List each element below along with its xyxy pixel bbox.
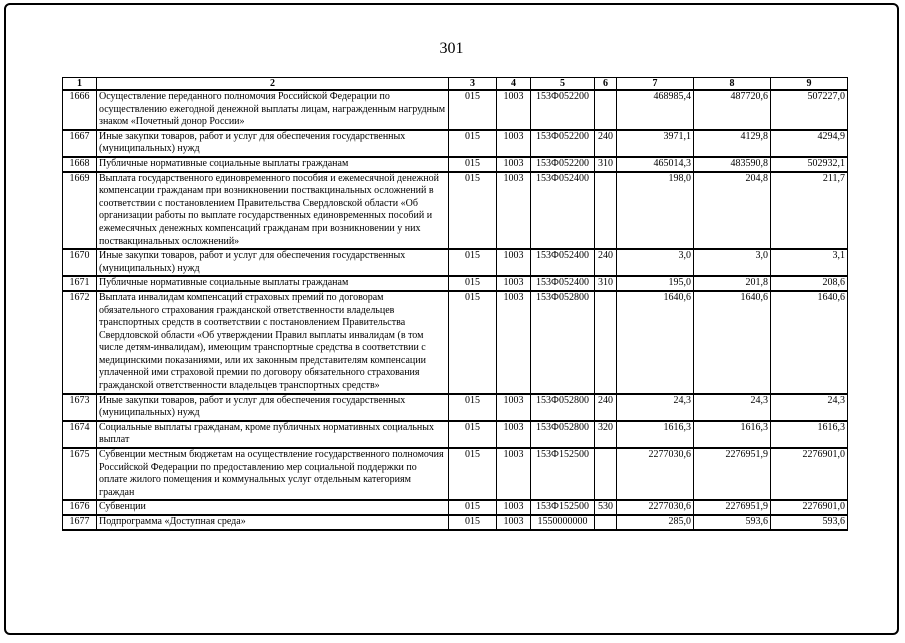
target-article-cell: 1550000000 (531, 515, 595, 530)
table-row (63, 500, 848, 515)
row-number: 1673 (63, 394, 97, 421)
row-name: Выплата инвалидам компенсаций страховых премий по договорам обязательного страхования гражданской ответственности владельцев транспортных средств в соответствии с постановлением Правительства Свердловской области «Об утверждении Правил выплаты инвалидам (в том числе детям-инвалидам), имеющим транспортные средства в соответствии с медицинскими показаниями, или их законным представителям компенсации уплаченной ими страховой премии по договору обязательного страхования гражданской ответственности владельцев транспортных средств» (97, 291, 449, 394)
row-name: Субвенции местным бюджетам на осуществление государственного полномочия Российской Федерации по предоставлению мер социальной поддержки по оплате жилого помещения и коммунальных услуг отдельным категориям граждан (97, 448, 449, 500)
row-name: Осуществление переданного полномочия Российской Федерации по осуществлению ежегодной денежной выплаты лицам, награжденным нагрудным знаком «Почетный донор России» (97, 90, 449, 130)
table-row (63, 291, 848, 394)
target-article-cell: 153Ф052800 (531, 291, 595, 394)
section-cell: 1003 (497, 515, 531, 530)
code-cell: 015 (449, 157, 497, 172)
column-header: 9 (771, 78, 848, 91)
amount-year1-cell: 1640,6 (617, 291, 694, 394)
amount-year2-cell: 3,0 (694, 249, 771, 276)
amount-year1-cell: 195,0 (617, 276, 694, 291)
section-cell: 1003 (497, 500, 531, 515)
table-header-row (63, 78, 848, 91)
expense-type-cell (595, 291, 617, 394)
column-header: 1 (63, 78, 97, 91)
amount-year3-cell: 208,6 (771, 276, 848, 291)
section-cell: 1003 (497, 448, 531, 500)
amount-year3-cell: 3,1 (771, 249, 848, 276)
expense-type-cell: 240 (595, 249, 617, 276)
column-header: 2 (97, 78, 449, 91)
column-header: 3 (449, 78, 497, 91)
expense-type-cell (595, 172, 617, 250)
amount-year2-cell: 483590,8 (694, 157, 771, 172)
column-header: 5 (531, 78, 595, 91)
amount-year2-cell: 2276951,9 (694, 448, 771, 500)
table-row (63, 157, 848, 172)
amount-year3-cell: 2276901,0 (771, 500, 848, 515)
row-number: 1676 (63, 500, 97, 515)
expense-type-cell: 240 (595, 394, 617, 421)
target-article-cell: 153Ф052200 (531, 130, 595, 157)
code-cell: 015 (449, 394, 497, 421)
column-header: 4 (497, 78, 531, 91)
expense-type-cell: 320 (595, 421, 617, 448)
row-number: 1672 (63, 291, 97, 394)
amount-year3-cell: 211,7 (771, 172, 848, 250)
table-row (63, 172, 848, 250)
row-name: Социальные выплаты гражданам, кроме публичных нормативных социальных выплат (97, 421, 449, 448)
section-cell: 1003 (497, 394, 531, 421)
amount-year1-cell: 465014,3 (617, 157, 694, 172)
column-header: 6 (595, 78, 617, 91)
row-name: Субвенции (97, 500, 449, 515)
amount-year3-cell: 24,3 (771, 394, 848, 421)
code-cell: 015 (449, 421, 497, 448)
target-article-cell: 153Ф152500 (531, 448, 595, 500)
table-row (63, 249, 848, 276)
row-name: Иные закупки товаров, работ и услуг для обеспечения государственных (муниципальных) нужд (97, 130, 449, 157)
amount-year1-cell: 3971,1 (617, 130, 694, 157)
expense-type-cell: 530 (595, 500, 617, 515)
code-cell: 015 (449, 500, 497, 515)
row-number: 1666 (63, 90, 97, 130)
amount-year1-cell: 24,3 (617, 394, 694, 421)
target-article-cell: 153Ф052800 (531, 394, 595, 421)
target-article-cell: 153Ф152500 (531, 500, 595, 515)
page-number: 301 (439, 40, 464, 57)
section-cell: 1003 (497, 421, 531, 448)
expense-type-cell: 310 (595, 276, 617, 291)
code-cell: 015 (449, 276, 497, 291)
target-article-cell: 153Ф052400 (531, 172, 595, 250)
amount-year3-cell: 507227,0 (771, 90, 848, 130)
row-number: 1669 (63, 172, 97, 250)
document-page (4, 3, 899, 635)
code-cell: 015 (449, 90, 497, 130)
target-article-cell: 153Ф052800 (531, 421, 595, 448)
expense-type-cell (595, 448, 617, 500)
row-number: 1674 (63, 421, 97, 448)
code-cell: 015 (449, 291, 497, 394)
row-name: Иные закупки товаров, работ и услуг для обеспечения государственных (муниципальных) нужд (97, 394, 449, 421)
row-name: Публичные нормативные социальные выплаты гражданам (97, 157, 449, 172)
amount-year1-cell: 2277030,6 (617, 448, 694, 500)
section-cell: 1003 (497, 90, 531, 130)
amount-year2-cell: 24,3 (694, 394, 771, 421)
amount-year1-cell: 198,0 (617, 172, 694, 250)
amount-year3-cell: 1640,6 (771, 291, 848, 394)
column-header: 7 (617, 78, 694, 91)
table-body (63, 90, 848, 530)
row-number: 1675 (63, 448, 97, 500)
amount-year2-cell: 2276951,9 (694, 500, 771, 515)
code-cell: 015 (449, 172, 497, 250)
amount-year2-cell: 1640,6 (694, 291, 771, 394)
amount-year3-cell: 2276901,0 (771, 448, 848, 500)
table-row (63, 515, 848, 530)
code-cell: 015 (449, 515, 497, 530)
section-cell: 1003 (497, 130, 531, 157)
column-header: 8 (694, 78, 771, 91)
row-number: 1677 (63, 515, 97, 530)
amount-year1-cell: 2277030,6 (617, 500, 694, 515)
expense-type-cell: 310 (595, 157, 617, 172)
target-article-cell: 153Ф052400 (531, 276, 595, 291)
table-row (63, 394, 848, 421)
expense-type-cell (595, 90, 617, 130)
section-cell: 1003 (497, 157, 531, 172)
row-number: 1671 (63, 276, 97, 291)
section-cell: 1003 (497, 291, 531, 394)
budget-table (62, 77, 848, 531)
amount-year2-cell: 201,8 (694, 276, 771, 291)
table-row (63, 448, 848, 500)
row-number: 1667 (63, 130, 97, 157)
row-name: Иные закупки товаров, работ и услуг для обеспечения государственных (муниципальных) нужд (97, 249, 449, 276)
amount-year3-cell: 1616,3 (771, 421, 848, 448)
code-cell: 015 (449, 130, 497, 157)
amount-year3-cell: 4294,9 (771, 130, 848, 157)
table-row (63, 421, 848, 448)
code-cell: 015 (449, 249, 497, 276)
amount-year3-cell: 593,6 (771, 515, 848, 530)
row-number: 1670 (63, 249, 97, 276)
amount-year2-cell: 1616,3 (694, 421, 771, 448)
target-article-cell: 153Ф052200 (531, 90, 595, 130)
amount-year2-cell: 204,8 (694, 172, 771, 250)
amount-year2-cell: 593,6 (694, 515, 771, 530)
amount-year1-cell: 468985,4 (617, 90, 694, 130)
table-row (63, 130, 848, 157)
code-cell: 015 (449, 448, 497, 500)
target-article-cell: 153Ф052400 (531, 249, 595, 276)
amount-year1-cell: 3,0 (617, 249, 694, 276)
target-article-cell: 153Ф052200 (531, 157, 595, 172)
expense-type-cell (595, 515, 617, 530)
table-row (63, 276, 848, 291)
section-cell: 1003 (497, 249, 531, 276)
row-name: Публичные нормативные социальные выплаты гражданам (97, 276, 449, 291)
amount-year1-cell: 285,0 (617, 515, 694, 530)
amount-year2-cell: 487720,6 (694, 90, 771, 130)
amount-year2-cell: 4129,8 (694, 130, 771, 157)
amount-year3-cell: 502932,1 (771, 157, 848, 172)
section-cell: 1003 (497, 172, 531, 250)
expense-type-cell: 240 (595, 130, 617, 157)
row-name: Подпрограмма «Доступная среда» (97, 515, 449, 530)
amount-year1-cell: 1616,3 (617, 421, 694, 448)
row-name: Выплата государственного единовременного пособия и ежемесячной денежной компенсации гражданам при возникновении поствакцинальных осложнений в соответствии с постановлением Правительства Свердловской области «Об организации работы по выплате государственных единовременных пособий и ежемесячных денежных компенсаций гражданам при возникновении у них поствакцинальных осложнений» (97, 172, 449, 250)
section-cell: 1003 (497, 276, 531, 291)
row-number: 1668 (63, 157, 97, 172)
table-row (63, 90, 848, 130)
